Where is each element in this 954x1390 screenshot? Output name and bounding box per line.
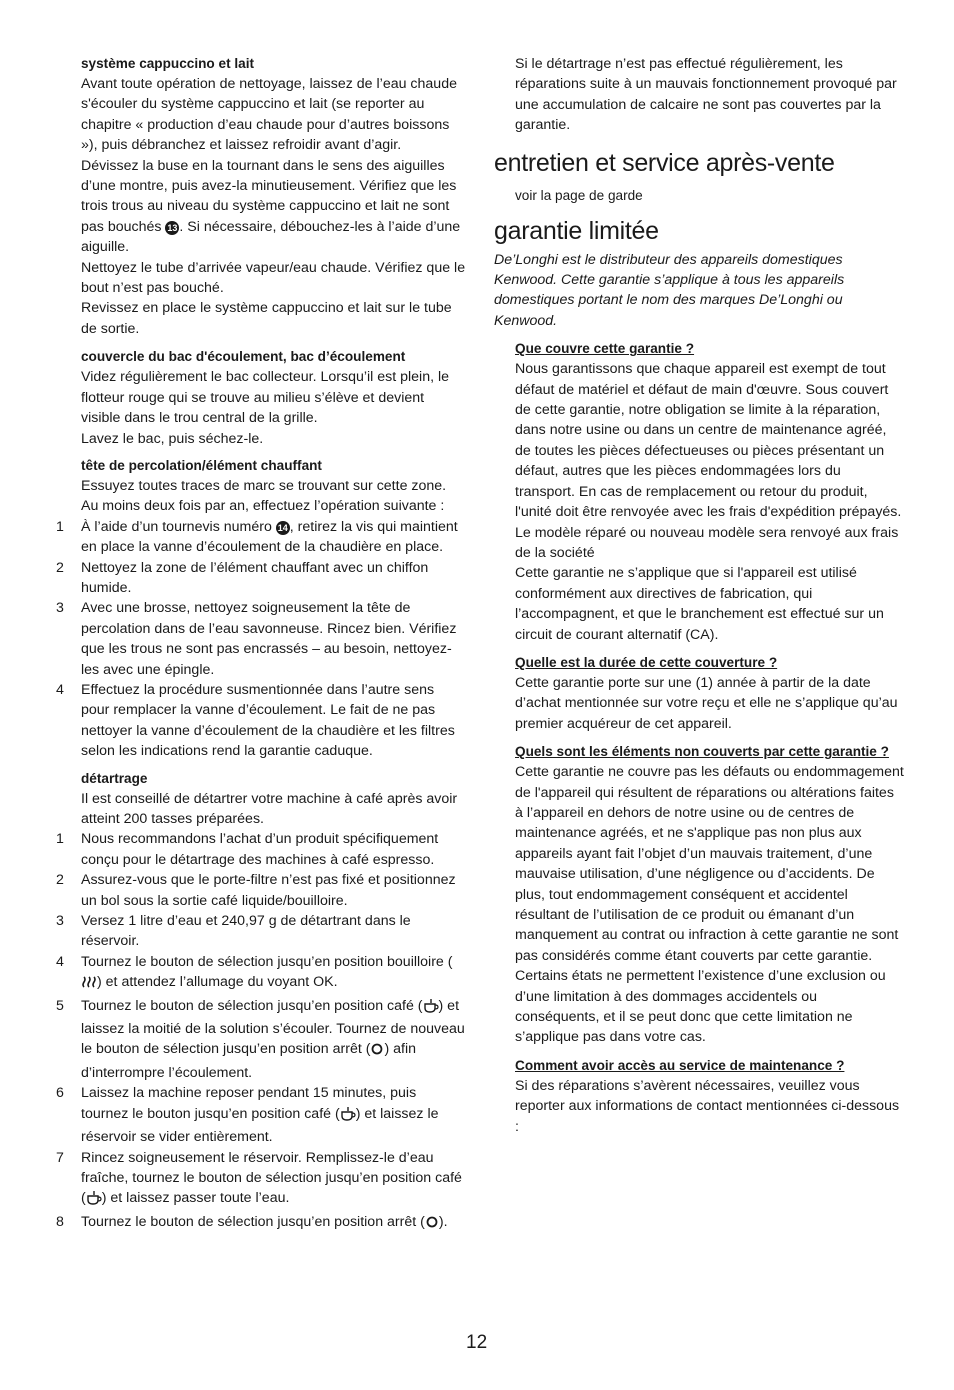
paragraph: Essuyez toutes traces de marc se trouvant sur cette zone. Au moins deux fois par an, effectuez l’opération suivante : xyxy=(81,477,447,515)
question-heading: Comment avoir accès au service de maintenance ? xyxy=(515,1057,845,1073)
paragraph: Nous garantissons que chaque appareil est exempt de tout défaut de matériel et défaut de main d'œuvre. Sous couvert de cette garantie, notre obligation se limite à la réparation, dans notre usine ou dans un centre de maintenance agréé, de toutes les pièces défectueuses ou pièces présentant un défaut, autres que les pièces endommagées lors du transport. En cas de remplacement ou retour du produit, l'unité doit être renvoyée avec les frais d'expédition prépayés. Le modèle réparé ou nouveau modèle sera renvoyé aux frais de la société xyxy=(515,361,902,561)
list-item: 6 Laissez la machine reposer pendant 15 minutes, puis tournez le bouton jusqu’en position café ( ) et laissez le réservoir se vider entièrement. xyxy=(56,1085,439,1146)
paragraph: Lavez le bac, puis séchez-le. xyxy=(81,430,264,447)
section-heading-brew-head: tête de percolation/élément chauffant xyxy=(81,457,322,473)
section-title-warranty: garantie limitée xyxy=(494,216,659,245)
list-item: 5 Tournez le bouton de sélection jusqu’en position café ( ) et laissez la moitié de la solution s’écouler. Tournez de nouveau le bouton de sélection jusqu’en position arrêt ( ) afin d’interrompre l’écoulement. xyxy=(56,997,465,1081)
paragraph: Cette garantie ne couvre pas les défauts ou endommagement de l'appareil qui résultent de réparations ou altérations faites à l’appareil en dehors de notre usine ou de centres de maintenance agréés, et ne s'applique pas non plus aux appareils ayant fait l’objet d’un mauvais traitement, d’une mauvaise utilisation, d’une négligence ou d’accidents. De plus, tout endommagement conséquent et accidentel résultant de l’utilisation de ce produit ou émanant d’un manquement au contrat ou infraction à cette garantie ne sont pas considérés comme étant couverts par cette garantie. Certains états ne permettent l’existence d’une exclusion ou d’une limitation à des dommages accidentels ou conséquents, et il se peut donc que cette limitation ne s’applique pas dans votre cas. xyxy=(515,764,904,1046)
paragraph: Cette garantie porte sur une (1) année à partir de la date d’achat mentionnée sur votre reçu et elle ne s’applique qu’au premier acquéreur de cet appareil. xyxy=(515,674,898,732)
question-heading: Quelle est la durée de cette couverture ? xyxy=(515,654,778,670)
coffee-cup-icon xyxy=(423,998,439,1019)
list-item: 1 Nous recommandons l’achat d’un produit spécifiquement conçu pour le détartrage des machines à café espresso. xyxy=(56,831,439,868)
list-item: 7 Rincez soigneusement le réservoir. Remplissez-le d’eau fraîche, tournez le bouton de sélection jusqu’en position café ( ) et laissez passer toute l’eau. xyxy=(56,1148,466,1212)
left-column xyxy=(56,54,466,1235)
section-heading-cappuccino: système cappuccino et lait xyxy=(81,56,255,71)
italic-intro: De’Longhi est le distributeur des appareils domestiques Kenwood. Cette garantie s’applique à tous les appareils domestiques portant le nom des marques De’Longhi ou Kenwood. xyxy=(494,251,845,329)
list-item: 4 Tournez le bouton de sélection jusqu’en position bouilloire () et attendez l’allumage du voyant OK. xyxy=(56,952,466,996)
paragraph: Cette garantie ne s’applique que si l'appareil est utilisé conformément aux directives de fabrication, qui l’accompagnent, et que le branchement est effectué sur un circuit de courant alternatif (CA). xyxy=(515,565,884,643)
section-heading-drip-tray: couvercle du bac d'écoulement, bac d’écoulement xyxy=(81,349,406,365)
list-item: 3 Avec une brosse, nettoyez soigneusement la tête de percolation dans de l’eau savonneuse. Rincez bien. Vérifiez que les trous ne sont pas encrassés – au besoin, nettoyez-les avec une épingle. xyxy=(56,600,457,678)
question-heading: Que couvre cette garantie ? xyxy=(515,341,695,357)
list-item: 8 Tournez le bouton de sélection jusqu’en position arrêt ( ). xyxy=(56,1212,466,1235)
callout-13: 13 xyxy=(167,222,178,233)
paragraph: Avant toute opération de nettoyage, laissez de l’eau chaude s'écouler du système cappuccino et lait (se reporter au chapitre « production d’eau chaude pour d’autres boissons »), puis débranchez et laissez refroidir avant d’agir. xyxy=(81,76,457,154)
paragraph: voir la page de garde xyxy=(515,187,643,203)
paragraph: Si des réparations s’avèrent nécessaires, veuillez vous reporter aux informations de contact mentionnées ci-dessous : xyxy=(515,1077,900,1135)
paragraph: Si le détartrage n’est pas effectué régulièrement, les réparations suite à un mauvais fonctionnement provoqué par une accumulation de calcaire ne sont pas couvertes par la garantie. xyxy=(515,56,897,134)
coffee-cup-icon xyxy=(340,1106,356,1127)
page-number: 12 xyxy=(466,1332,488,1353)
paragraph: Dévissez la buse en la tournant dans le sens des aiguilles d’une montre, puis avez-la minutieusement. Vérifiez que les trois trous au niveau du système cappuccino et lait ne sont pas bouchés 13 . Si nécessaire, débouchez-les à l’aide d’une aiguille. xyxy=(81,157,461,256)
paragraph: Nettoyez le tube d’arrivée vapeur/eau chaude. Vérifiez que le bout n’est pas bouché. xyxy=(81,259,466,297)
paragraph: Revissez en place le système cappuccino et lait sur le tube de sortie. xyxy=(81,300,452,337)
coffee-cup-icon xyxy=(86,1190,102,1211)
right-column xyxy=(494,54,904,1137)
list-item: 2 Assurez-vous que le porte-filtre n’est pas fixé et positionnez un bol sous la sortie café liquide/bouilloire. xyxy=(56,872,456,909)
list-item: 3 Versez 1 litre d’eau et 240,97 g de détartrant dans le réservoir. xyxy=(56,913,411,950)
callout-14: 14 xyxy=(277,522,288,533)
paragraph: Il est conseillé de détartrer votre machine à café après avoir atteint 200 tasses préparées. xyxy=(81,790,458,827)
section-heading-descaling: détartrage xyxy=(81,770,148,786)
steam-kettle-icon xyxy=(81,975,97,995)
section-title-service: entretien et service après-vente xyxy=(494,148,835,177)
list-item: 4 Effectuez la procédure susmentionnée dans l’autre sens pour remplacer la vanne d’écoulement. Le fait de ne pas nettoyer la vanne d’écoulement de la chaudière et les filtres selon les indications rend la garantie caduque. xyxy=(56,681,455,760)
paragraph: Videz régulièrement le bac collecteur. Lorsqu’il est plein, le flotteur rouge qui se trouve au milieu s’élève et devient visible dans le trou central de la grille. xyxy=(81,369,450,427)
list-item: 1 À l’aide d’un tournevis numéro 14 , retirez la vis qui maintient en place la vanne d’écoulement de la chaudière en place. xyxy=(56,518,458,556)
off-circle-icon xyxy=(425,1215,439,1235)
question-heading: Quels sont les éléments non couverts par cette garantie ? xyxy=(515,744,889,760)
list-item: 2 Nettoyez la zone de l’élément chauffant avec un chiffon humide. xyxy=(56,559,429,596)
off-circle-icon xyxy=(370,1042,384,1062)
